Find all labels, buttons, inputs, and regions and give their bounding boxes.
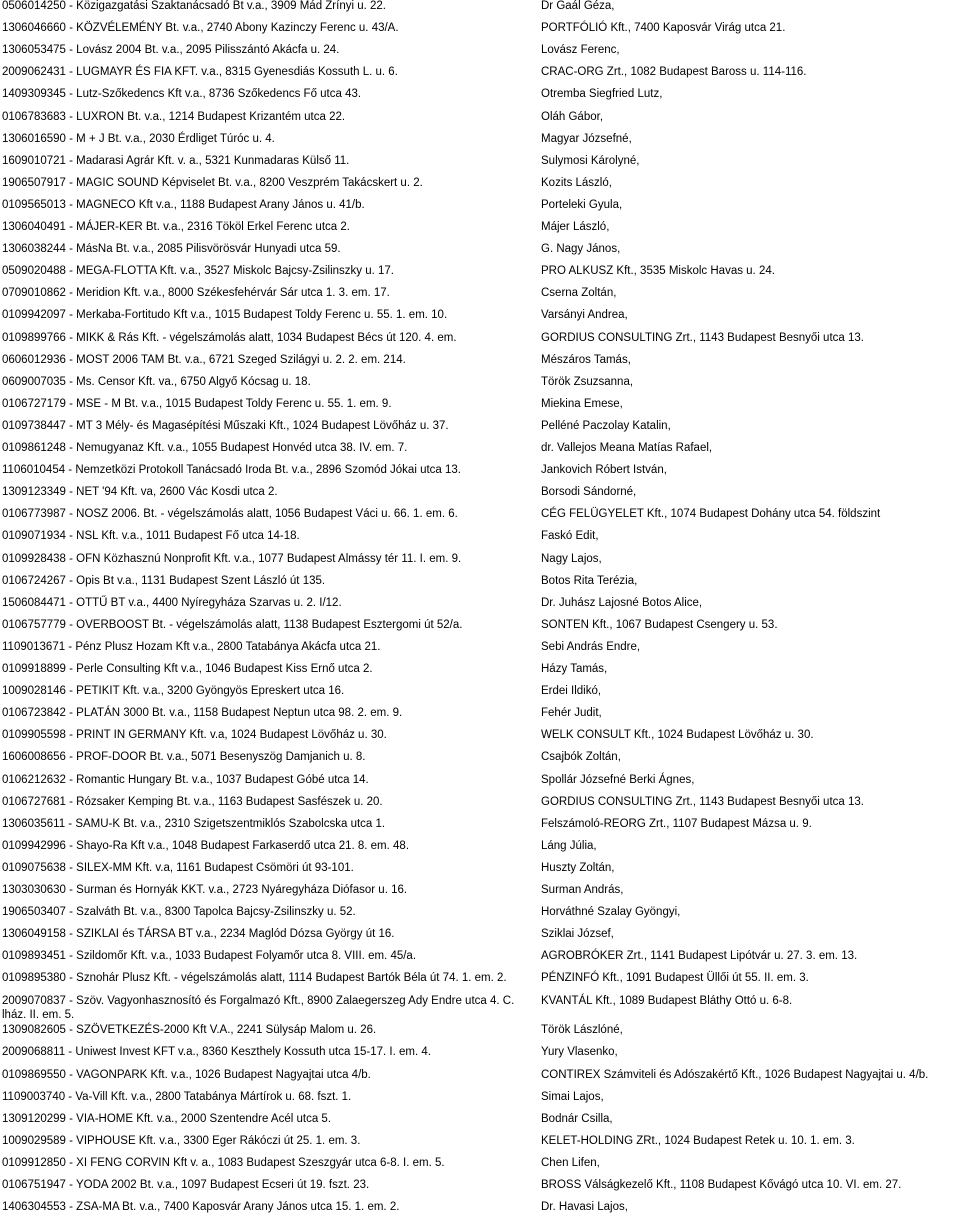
company-entry: 1109003740 - Va-Vill Kft. v.a., 2800 Tatabánya Mártírok u. 68. fszt. 1. xyxy=(2,1090,352,1103)
list-item xyxy=(0,1023,960,1045)
company-entry: 1306046660 - KÖZVÉLEMÉNY Bt. v.a., 2740 Abony Kazinczy Ferenc u. 43/A. xyxy=(2,22,399,35)
liquidator-entry: AGROBRÓKER Zrt., 1141 Budapest Lipótvár u. 27. 3. em. 13. xyxy=(541,950,858,963)
list-item xyxy=(0,861,960,883)
company-entry: 0106727179 - MSE - M Bt. v.a., 1015 Budapest Toldy Ferenc u. 55. 1. em. 9. xyxy=(2,397,392,410)
list-item xyxy=(0,574,960,596)
company-entry: 1409309345 - Lutz-Szőkedencs Kft v.a., 8736 Szőkedencs Fő utca 43. xyxy=(2,88,362,101)
list-item xyxy=(0,949,960,971)
company-entry: 0109565013 - MAGNECO Kft v.a., 1188 Budapest Arany János u. 41/b. xyxy=(2,198,365,211)
list-item xyxy=(0,1090,960,1112)
liquidator-entry: Chen Lifen, xyxy=(541,1156,600,1169)
liquidator-entry: GORDIUS CONSULTING Zrt., 1143 Budapest Besnyői utca 13. xyxy=(541,795,864,808)
company-entry: 1109013671 - Pénz Plusz Hozam Kft v.a., 2800 Tatabánya Akácfa utca 21. xyxy=(2,640,381,653)
liquidator-entry: Pelléné Paczolay Katalin, xyxy=(541,419,671,432)
list-item xyxy=(0,529,960,551)
company-entry: 1306035611 - SAMU-K Bt. v.a., 2310 Szigetszentmiklós Szabolcska utca 1. xyxy=(2,817,386,830)
company-entry: 1009028146 - PETIKIT Kft. v.a., 3200 Gyöngyös Epreskert utca 16. xyxy=(2,685,345,698)
liquidator-entry: Simai Lajos, xyxy=(541,1090,604,1103)
company-entry: 0509020488 - MEGA-FLOTTA Kft. v.a., 3527 Miskolc Bajcsy-Zsilinszky u. 17. xyxy=(2,265,394,278)
company-entry: 0106757779 - OVERBOOST Bt. - végelszámolás alatt, 1138 Budapest Esztergomi út 52/a. xyxy=(2,618,463,631)
company-entry: 1309082605 - SZÖVETKEZÉS-2000 Kft V.A., 2241 Sülysáp Malom u. 26. xyxy=(2,1024,377,1037)
company-entry: 0106751947 - YODA 2002 Bt. v.a., 1097 Budapest Ecseri út 19. fszt. 23. xyxy=(2,1179,370,1191)
company-entry: 1609010721 - Madarasi Agrár Kft. v. a., 5321 Kunmadaras Külső 11. xyxy=(2,154,350,167)
list-item xyxy=(0,552,960,574)
list-item xyxy=(0,883,960,905)
list-item xyxy=(0,596,960,618)
liquidator-entry: SONTEN Kft., 1067 Budapest Csengery u. 53. xyxy=(541,618,778,631)
company-entry: 0109942097 - Merkaba-Fortitudo Kft v.a., 1015 Budapest Toldy Ferenc u. 55. 1. em. 10. xyxy=(2,309,448,322)
company-entry: 0106773987 - NOSZ 2006. Bt. - végelszámolás alatt, 1056 Budapest Váci u. 66. 1. em. 6. xyxy=(2,508,458,521)
list-item xyxy=(0,684,960,706)
list-item xyxy=(0,662,960,684)
liquidator-entry: Lovász Ferenc, xyxy=(541,44,620,57)
company-entry: 0109905598 - PRINT IN GERMANY Kft. v.a, 1024 Budapest Lövőház u. 30. xyxy=(2,729,387,742)
company-entry: 1306053475 - Lovász 2004 Bt. v.a., 2095 Pilisszántó Akácfa u. 24. xyxy=(2,44,340,57)
list-item xyxy=(0,0,960,21)
list-item xyxy=(0,397,960,419)
list-item xyxy=(0,463,960,485)
list-item xyxy=(0,773,960,795)
company-entry: 2009070837 - Szöv. Vagyonhasznosító és Forgalmazó Kft., 8900 Zalaegerszeg Ady Endre utca 4. C. lház. II. em. 5. xyxy=(2,994,515,1021)
company-entry: 1306040491 - MÁJER-KER Bt. v.a., 2316 Tököl Erkel Ferenc utca 2. xyxy=(2,221,350,233)
company-entry: 0109893451 - Szildomőr Kft. v.a., 1033 Budapest Folyamőr utca 8. VIII. em. 45/a. xyxy=(2,950,417,963)
liquidator-entry: Bodnár Csilla, xyxy=(541,1112,613,1125)
company-entry: 0109918899 - Perle Consulting Kft v.a., 1046 Budapest Kiss Ernő utca 2. xyxy=(2,663,373,675)
list-item xyxy=(0,795,960,817)
liquidator-entry: dr. Vallejos Meana Matías Rafael, xyxy=(541,442,713,454)
liquidator-entry: Felszámoló-REORG Zrt., 1107 Budapest Mázsa u. 9. xyxy=(541,817,812,830)
liquidator-entry: Dr. Havasi Lajos, xyxy=(541,1201,628,1214)
list-item xyxy=(0,640,960,662)
company-entry: 0106723842 - PLATÁN 3000 Bt. v.a., 1158 Budapest Neptun utca 98. 2. em. 9. xyxy=(2,707,403,720)
company-entry: 1906507917 - MAGIC SOUND Képviselet Bt. v.a., 8200 Veszprém Takácskert u. 2. xyxy=(2,176,423,189)
list-item xyxy=(0,485,960,507)
liquidator-entry: Surman András, xyxy=(541,884,624,896)
liquidator-entry: Yury Vlasenko, xyxy=(541,1046,618,1059)
list-item xyxy=(0,264,960,286)
company-entry: 0109869550 - VAGONPARK Kft. v.a., 1026 Budapest Nagyajtai utca 4/b. xyxy=(2,1068,371,1081)
liquidator-entry: CRAC-ORG Zrt., 1082 Budapest Baross u. 114-116. xyxy=(541,66,807,79)
company-entry: 1506084471 - OTTŰ BT v.a., 4400 Nyíregyháza Szarvas u. 2. I/12. xyxy=(2,596,342,609)
liquidator-entry: Nagy Lajos, xyxy=(541,552,602,565)
list-item xyxy=(0,817,960,839)
liquidator-entry: Cserna Zoltán, xyxy=(541,287,617,300)
company-entry: 0109899766 - MIKK & Rás Kft. - végelszámolás alatt, 1034 Budapest Bécs út 120. 4. em. xyxy=(2,331,457,344)
liquidator-entry: Dr Gaál Géza, xyxy=(541,0,615,12)
list-item xyxy=(0,971,960,993)
company-entry: 0106727681 - Rózsaker Kemping Bt. v.a., 1163 Budapest Sasfészek u. 20. xyxy=(2,795,383,808)
company-entry: 2009062431 - LUGMAYR ÉS FIA KFT. v.a., 8315 Gyenesdiás Kossuth L. u. 6. xyxy=(2,66,398,79)
liquidator-entry: Jankovich Róbert István, xyxy=(541,464,667,477)
liquidator-entry: GORDIUS CONSULTING Zrt., 1143 Budapest Besnyői utca 13. xyxy=(541,331,864,344)
company-entry: 1309123349 - NET '94 Kft. va, 2600 Vác Kosdi utca 2. xyxy=(2,486,278,499)
company-entry: 1406304553 - ZSA-MA Bt. v.a., 7400 Kaposvár Arany János utca 15. 1. em. 2. xyxy=(2,1201,400,1214)
liquidator-entry: Sulymosi Károlyné, xyxy=(541,154,640,167)
list-item xyxy=(0,21,960,43)
company-entry: 1009029589 - VIPHOUSE Kft. v.a., 3300 Eger Rákóczi út 25. 1. em. 3. xyxy=(2,1134,361,1147)
company-entry: 0109738447 - MT 3 Mély- és Magasépítési Műszaki Kft., 1024 Budapest Lövőház u. 37. xyxy=(2,419,449,432)
liquidator-entry: KVANTÁL Kft., 1089 Budapest Bláthy Ottó u. 6-8. xyxy=(541,994,793,1007)
liquidator-entry: Oláh Gábor, xyxy=(541,110,604,123)
company-entry: 0109895380 - Sznohár Plusz Kft. - végelszámolás alatt, 1114 Budapest Bartók Béla út 74. 1. em. 2. xyxy=(2,972,507,985)
list-item xyxy=(0,1200,960,1222)
liquidator-entry: Faskó Edit, xyxy=(541,530,599,543)
list-item xyxy=(0,132,960,154)
company-entry: 1306016590 - M + J Bt. v.a., 2030 Érdliget Túróc u. 4. xyxy=(2,132,275,145)
liquidator-entry: WELK CONSULT Kft., 1024 Budapest Lövőház u. 30. xyxy=(541,729,814,742)
list-item xyxy=(0,507,960,529)
list-item xyxy=(0,441,960,463)
company-entry: 0606012936 - MOST 2006 TAM Bt. v.a., 6721 Szeged Szilágyi u. 2. 2. em. 214. xyxy=(2,353,406,366)
list-item xyxy=(0,375,960,397)
list-item xyxy=(0,728,960,750)
liquidator-entry: PRO ALKUSZ Kft., 3535 Miskolc Havas u. 24. xyxy=(541,265,775,278)
company-entry: 0109928438 - OFN Közhasznú Nonprofit Kft. v.a., 1077 Budapest Almássy tér 11. I. em. 9. xyxy=(2,552,462,565)
liquidator-entry: Sebi András Endre, xyxy=(541,640,641,653)
company-entry: 1306038244 - MásNa Bt. v.a., 2085 Pilisvörösvár Hunyadi utca 59. xyxy=(2,243,341,256)
company-entry: 0109912850 - XI FENG CORVIN Kft v. a., 1083 Budapest Szeszgyár utca 6-8. I. em. 5. xyxy=(2,1156,445,1169)
list-item xyxy=(0,1178,960,1200)
list-item xyxy=(0,927,960,949)
list-item xyxy=(0,353,960,375)
list-item xyxy=(0,706,960,728)
liquidator-entry: Erdei Ildikó, xyxy=(541,685,602,698)
liquidator-entry: Magyar Józsefné, xyxy=(541,132,632,145)
liquidator-entry: CÉG FELÜGYELET Kft., 1074 Budapest Dohány utca 54. földszint xyxy=(541,508,881,521)
liquidator-entry: Kozits László, xyxy=(541,176,612,189)
list-item xyxy=(0,176,960,198)
list-item xyxy=(0,154,960,176)
company-entry: 0106783683 - LUXRON Bt. v.a., 1214 Budapest Krizantém utca 22. xyxy=(2,110,346,123)
company-entry: 0106212632 - Romantic Hungary Bt. v.a., 1037 Budapest Góbé utca 14. xyxy=(2,773,369,786)
list-item xyxy=(0,331,960,353)
liquidator-entry: Házy Tamás, xyxy=(541,663,608,675)
liquidator-entry: BROSS Válságkezelő Kft., 1108 Budapest Kővágó utca 10. VI. em. 27. xyxy=(541,1179,902,1191)
liquidator-entry: Májer László, xyxy=(541,221,610,233)
company-entry: 0109942996 - Shayo-Ra Kft v.a., 1048 Budapest Farkaserdő utca 21. 8. em. 48. xyxy=(2,839,410,852)
liquidator-entry: Fehér Judit, xyxy=(541,707,602,720)
company-entry: 0709010862 - Meridion Kft. v.a., 8000 Székesfehérvár Sár utca 1. 3. em. 17. xyxy=(2,287,390,300)
list-item xyxy=(0,286,960,308)
liquidator-entry: Miekina Emese, xyxy=(541,397,623,410)
liquidator-entry: Horváthné Szalay Gyöngyi, xyxy=(541,906,681,919)
liquidator-entry: Otremba Siegfried Lutz, xyxy=(541,88,663,101)
company-entry: 1606008656 - PROF-DOOR Bt. v.a., 5071 Besenyszög Damjanich u. 8. xyxy=(2,751,366,764)
liquidator-entry: Dr. Juhász Lajosné Botos Alice, xyxy=(541,596,703,609)
liquidator-entry: PORTFÓLIÓ Kft., 7400 Kaposvár Virág utca 21. xyxy=(541,22,786,35)
liquidator-entry: Huszty Zoltán, xyxy=(541,861,615,874)
company-entry: 1306049158 - SZIKLAI és TÁRSA BT v.a., 2234 Maglód Dózsa György út 16. xyxy=(2,928,395,941)
list-item xyxy=(0,110,960,132)
liquidator-entry: Spollár Józsefné Berki Ágnes, xyxy=(541,773,695,786)
company-entry: 0109075638 - SILEX-MM Kft. v.a, 1161 Budapest Csömöri út 93-101. xyxy=(2,861,354,874)
list-item xyxy=(0,994,960,1021)
liquidator-entry: Mészáros Tamás, xyxy=(541,353,631,366)
liquidator-entry: Porteleki Gyula, xyxy=(541,198,623,211)
liquidator-entry: PÉNZINFÓ Kft., 1091 Budapest Üllői út 55. II. em. 3. xyxy=(541,972,809,985)
liquidator-entry: KELET-HOLDING ZRt., 1024 Budapest Retek u. 10. 1. em. 3. xyxy=(541,1134,855,1147)
company-entry: 1309120299 - VIA-HOME Kft. v.a., 2000 Szentendre Acél utca 5. xyxy=(2,1112,332,1125)
list-item xyxy=(0,618,960,640)
company-entry: 1303030630 - Surman és Hornyák KKT. v.a., 2723 Nyáregyháza Diófasor u. 16. xyxy=(2,884,408,896)
company-entry: 1906503407 - Szalváth Bt. v.a., 8300 Tapolca Bajcsy-Zsilinszky u. 52. xyxy=(2,906,356,919)
company-entry: 0109071934 - NSL Kft. v.a., 1011 Budapest Fő utca 14-18. xyxy=(2,530,300,543)
list-item xyxy=(0,1045,960,1067)
list-item xyxy=(0,220,960,242)
list-item xyxy=(0,1112,960,1134)
company-entry: 1106010454 - Nemzetközi Protokoll Tanácsadó Iroda Bt. v.a., 2896 Szomód Jókai utca 13. xyxy=(2,464,461,477)
list-item xyxy=(0,242,960,264)
liquidator-entry: CONTIREX Számviteli és Adószakértő Kft., 1026 Budapest Nagyajtai u. 4/b. xyxy=(541,1068,929,1081)
company-entry: 0109861248 - Nemugyanaz Kft. v.a., 1055 Budapest Honvéd utca 38. IV. em. 7. xyxy=(2,442,408,454)
list-item xyxy=(0,905,960,927)
liquidator-entry: Török Lászlóné, xyxy=(541,1024,623,1037)
liquidator-entry: Láng Júlia, xyxy=(541,839,597,852)
company-entry: 2009068811 - Uniwest Invest KFT v.a., 8360 Keszthely Kossuth utca 15-17. I. em. 4. xyxy=(2,1046,431,1059)
list-item xyxy=(0,65,960,87)
list-item xyxy=(0,419,960,441)
company-entry: 0106724267 - Opis Bt v.a., 1131 Budapest Szent László út 135. xyxy=(2,574,326,587)
liquidator-entry: Borsodi Sándorné, xyxy=(541,486,637,499)
list-item xyxy=(0,87,960,109)
list-item xyxy=(0,1134,960,1156)
company-entry: 0609007035 - Ms. Censor Kft. va., 6750 Algyő Kócsag u. 18. xyxy=(2,375,311,388)
liquidator-entry: Botos Rita Terézia, xyxy=(541,574,638,587)
list-item xyxy=(0,1156,960,1178)
liquidator-entry: Sziklai József, xyxy=(541,928,614,941)
list-item xyxy=(0,43,960,65)
liquidator-entry: G. Nagy János, xyxy=(541,243,621,256)
list-item xyxy=(0,308,960,330)
liquidator-entry: Varsányi Andrea, xyxy=(541,309,628,322)
list-item xyxy=(0,750,960,772)
company-entry: 0506014250 - Közigazgatási Szaktanácsadó Bt v.a., 3909 Mád Zrínyi u. 22. xyxy=(2,0,386,12)
list-item xyxy=(0,839,960,861)
liquidator-entry: Török Zsuzsanna, xyxy=(541,375,634,388)
list-item xyxy=(0,198,960,220)
liquidator-entry: Csajbók Zoltán, xyxy=(541,751,621,764)
list-item xyxy=(0,1068,960,1090)
